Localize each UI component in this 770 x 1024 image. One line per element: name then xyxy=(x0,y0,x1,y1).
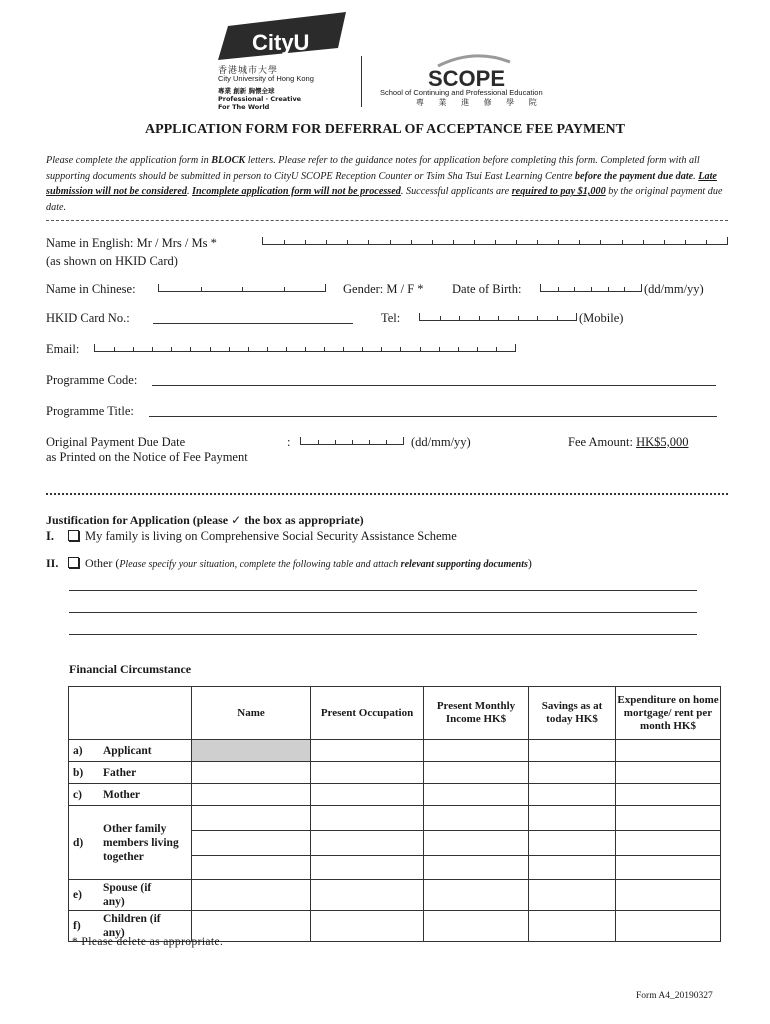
row-mother-label xyxy=(69,784,192,806)
fee-amount xyxy=(568,435,689,450)
table-cell[interactable] xyxy=(424,831,529,856)
gender-label: Gender: M / F * xyxy=(343,282,424,296)
box-tick xyxy=(537,316,538,320)
row-mother xyxy=(69,784,721,806)
programme-title-line[interactable] xyxy=(149,416,717,417)
box-tick xyxy=(558,240,559,244)
tel-label: Tel: xyxy=(381,311,401,325)
programme-code-line[interactable] xyxy=(152,385,716,386)
intro-t9: . Successful applicants are xyxy=(400,186,512,197)
cityu-motto-en1: Professional · Creative xyxy=(218,95,302,103)
cityu-motto-en2: For The World xyxy=(218,103,270,111)
dotted-separator xyxy=(46,493,728,495)
applicant-name-cell-shaded xyxy=(192,740,311,762)
hkid-label: HKID Card No.: xyxy=(46,311,130,325)
box-tick xyxy=(248,347,249,351)
financial-heading: Financial Circumstance xyxy=(69,662,192,676)
cityu-motto-zh: 專業 創新 胸懷全球 xyxy=(218,87,275,95)
box-tick xyxy=(474,240,475,244)
box-tick xyxy=(558,287,559,291)
row-label: Other family members living together xyxy=(103,822,179,863)
box-tick xyxy=(432,240,433,244)
cityu-logo-mark xyxy=(218,12,346,60)
other-details-line-2[interactable] xyxy=(69,612,697,613)
mobile-label: (Mobile) xyxy=(579,311,624,325)
box-tick xyxy=(114,347,115,351)
table-cell[interactable] xyxy=(311,784,424,806)
box-tick xyxy=(440,316,441,320)
row-spouse-label xyxy=(69,880,192,911)
table-cell[interactable] xyxy=(424,784,529,806)
scope-logo-text: SCOPE xyxy=(428,66,506,91)
box-tick xyxy=(479,316,480,320)
box-tick xyxy=(286,347,287,351)
justification-heading-b: the box as appropriate) xyxy=(241,513,364,527)
row-father xyxy=(69,762,721,784)
table-cell[interactable] xyxy=(529,911,616,942)
box-tick xyxy=(335,440,336,444)
box-tick xyxy=(420,347,421,351)
table-cell[interactable] xyxy=(192,831,311,856)
box-tick xyxy=(459,316,460,320)
fee-amount-label: Fee Amount: xyxy=(568,435,637,449)
intro-t1: Please complete the application form in xyxy=(46,155,212,166)
row-letter: d) xyxy=(73,836,84,849)
row-label: Spouse (if any) xyxy=(103,882,152,908)
table-cell[interactable] xyxy=(616,762,721,784)
name-chinese-label: Name in Chinese: xyxy=(46,282,136,296)
programme-title-label: Programme Title: xyxy=(46,404,134,418)
table-cell[interactable] xyxy=(529,784,616,806)
cityu-logo-text: CityU xyxy=(252,30,310,55)
box-tick xyxy=(201,287,202,291)
box-tick xyxy=(624,287,625,291)
table-cell[interactable] xyxy=(311,806,424,831)
box-tick xyxy=(574,287,575,291)
intro-t3: letters. Please refer to the guidance notes for application before completing this form. Completed form with all supporting documents should be submitted in person to CityU SCOPE Reception Counter or Tsim Sha Tsui East Learning Centre xyxy=(46,155,700,182)
row-label: Children (if any) xyxy=(103,913,161,939)
row-other-family-1 xyxy=(69,806,721,831)
box-tick xyxy=(400,347,401,351)
scope-chinese-name: 專 業 進 修 學 院 xyxy=(416,98,543,107)
row-label: Father xyxy=(103,766,137,779)
box-tick xyxy=(343,347,344,351)
box-tick xyxy=(557,316,558,320)
row-applicant-label xyxy=(69,740,192,762)
box-tick xyxy=(390,240,391,244)
email-boxes[interactable] xyxy=(94,344,516,352)
row-letter: c) xyxy=(73,788,82,801)
box-tick xyxy=(537,240,538,244)
justification-heading-a: Justification for Application (please xyxy=(46,513,232,527)
table-cell[interactable] xyxy=(529,806,616,831)
email-label: Email: xyxy=(46,342,80,356)
table-cell[interactable] xyxy=(311,880,424,911)
box-tick xyxy=(643,240,644,244)
box-tick xyxy=(210,347,211,351)
table-cell[interactable] xyxy=(529,856,616,880)
cityu-motto xyxy=(218,87,301,111)
table-cell[interactable] xyxy=(311,856,424,880)
table-cell[interactable] xyxy=(424,856,529,880)
box-tick xyxy=(411,240,412,244)
delete-note: * Please delete as appropriate. xyxy=(72,936,224,948)
intro-incomplete: Incomplete application form will not be processed xyxy=(192,186,401,197)
box-tick xyxy=(267,347,268,351)
box-tick xyxy=(284,287,285,291)
box-tick xyxy=(152,347,153,351)
table-cell[interactable] xyxy=(616,880,721,911)
table-cell[interactable] xyxy=(424,762,529,784)
table-cell[interactable] xyxy=(529,831,616,856)
table-cell[interactable] xyxy=(192,762,311,784)
due-date-boxes[interactable] xyxy=(300,437,404,445)
table-cell[interactable] xyxy=(311,831,424,856)
box-tick xyxy=(496,347,497,351)
name-english-boxes[interactable] xyxy=(262,237,728,245)
box-tick xyxy=(190,347,191,351)
box-tick xyxy=(600,240,601,244)
box-tick xyxy=(352,440,353,444)
table-cell[interactable] xyxy=(424,806,529,831)
table-cell[interactable] xyxy=(424,911,529,942)
option-cssa xyxy=(46,529,457,544)
table-cell[interactable] xyxy=(311,762,424,784)
scope-english-name: School of Continuing and Professional Education xyxy=(380,88,543,97)
name-chinese-boxes[interactable] xyxy=(158,284,326,292)
row-label: Applicant xyxy=(103,744,152,757)
tel-boxes[interactable] xyxy=(419,313,577,321)
justification-heading xyxy=(46,513,364,528)
intro-deadline: before the payment due date xyxy=(574,170,694,182)
row-label: Mother xyxy=(103,788,141,801)
option-other xyxy=(46,556,532,571)
row-applicant xyxy=(69,740,721,762)
col-occupation: Present Occupation xyxy=(311,687,424,740)
box-tick xyxy=(133,347,134,351)
option-other-instruction: Please specify your situation, complete the following table and attach xyxy=(119,559,401,570)
box-tick xyxy=(369,440,370,444)
box-tick xyxy=(439,347,440,351)
box-tick xyxy=(453,240,454,244)
hkid-line[interactable] xyxy=(153,323,353,324)
box-tick xyxy=(284,240,285,244)
option-other-number: II. xyxy=(46,556,59,570)
form-instructions xyxy=(46,153,728,215)
table-cell[interactable] xyxy=(424,740,529,762)
table-corner xyxy=(69,687,192,740)
form-number: Form A4_20190327 xyxy=(636,991,713,1001)
form-title: APPLICATION FORM FOR DEFERRAL OF ACCEPTANCE FEE PAYMENT xyxy=(144,122,626,137)
due-date-colon: : xyxy=(287,435,291,449)
col-savings: Savings as at today HK$ xyxy=(529,687,616,740)
box-tick xyxy=(318,440,319,444)
cityu-chinese-name: 香港城市大學 xyxy=(218,66,279,76)
intro-t11: by the original payment due date. xyxy=(46,186,723,213)
table-cell[interactable] xyxy=(529,740,616,762)
box-tick xyxy=(305,347,306,351)
cityu-english-name: City University of Hong Kong xyxy=(218,74,314,83)
table-cell[interactable] xyxy=(311,740,424,762)
row-father-label xyxy=(69,762,192,784)
checkmark-icon: ✓ xyxy=(231,513,242,527)
table-cell[interactable] xyxy=(616,806,721,831)
table-cell[interactable] xyxy=(192,806,311,831)
name-english-label: Name in English: Mr / Mrs / Ms * xyxy=(46,236,217,250)
box-tick xyxy=(706,240,707,244)
financial-header-row xyxy=(69,687,721,740)
box-tick xyxy=(498,316,499,320)
box-tick xyxy=(242,287,243,291)
table-cell[interactable] xyxy=(616,831,721,856)
intro-late: Late submission will not be considered xyxy=(46,170,717,197)
due-date-note: as Printed on the Notice of Fee Payment xyxy=(46,450,248,464)
table-cell[interactable] xyxy=(192,784,311,806)
intro-t5: . xyxy=(693,170,699,182)
box-tick xyxy=(591,287,592,291)
box-tick xyxy=(171,347,172,351)
intro-t7: . xyxy=(186,186,193,197)
table-cell[interactable] xyxy=(529,762,616,784)
col-name: Name xyxy=(192,687,311,740)
box-tick xyxy=(326,240,327,244)
table-cell[interactable] xyxy=(616,856,721,880)
box-tick xyxy=(305,240,306,244)
table-cell[interactable] xyxy=(616,911,721,942)
financial-table xyxy=(68,686,721,942)
box-tick xyxy=(516,240,517,244)
table-cell[interactable] xyxy=(192,880,311,911)
table-cell[interactable] xyxy=(192,856,311,880)
row-letter: e) xyxy=(73,889,82,901)
box-tick xyxy=(518,316,519,320)
option-other-end: ) xyxy=(527,556,532,570)
dob-format: (dd/mm/yy) xyxy=(644,282,704,296)
table-cell[interactable] xyxy=(616,784,721,806)
option-cssa-number: I. xyxy=(46,529,54,543)
option-cssa-text: My family is living on Comprehensive Social Security Assistance Scheme xyxy=(85,529,457,543)
row-letter: f) xyxy=(73,920,81,932)
option-other-checkbox[interactable] xyxy=(68,557,79,568)
box-tick xyxy=(386,440,387,444)
row-letter: b) xyxy=(73,766,84,779)
table-cell[interactable] xyxy=(311,911,424,942)
box-tick xyxy=(347,240,348,244)
box-tick xyxy=(685,240,686,244)
box-tick xyxy=(622,240,623,244)
box-tick xyxy=(362,347,363,351)
box-tick xyxy=(381,347,382,351)
table-cell[interactable] xyxy=(616,740,721,762)
box-tick xyxy=(229,347,230,351)
option-other-docs: relevant supporting documents xyxy=(400,559,528,570)
box-tick xyxy=(368,240,369,244)
box-tick xyxy=(664,240,665,244)
box-tick xyxy=(477,347,478,351)
section-separator xyxy=(46,220,728,221)
intro-block: BLOCK xyxy=(211,155,246,166)
intro-required: required to pay $1,000 xyxy=(511,186,606,197)
dob-label: Date of Birth: xyxy=(452,282,522,296)
option-other-text: Other ( xyxy=(85,556,120,570)
col-income: Present Monthly Income HK$ xyxy=(424,687,529,740)
name-english-note: (as shown on HKID Card) xyxy=(46,254,178,268)
due-date-format: (dd/mm/yy) xyxy=(411,435,471,449)
dob-boxes[interactable] xyxy=(540,284,642,292)
table-cell[interactable] xyxy=(529,880,616,911)
row-letter: a) xyxy=(73,744,83,757)
row-other-family-label xyxy=(69,806,192,880)
box-tick xyxy=(579,240,580,244)
box-tick xyxy=(608,287,609,291)
box-tick xyxy=(458,347,459,351)
programme-code-label: Programme Code: xyxy=(46,373,138,387)
other-details-line-1[interactable] xyxy=(69,590,697,591)
table-cell[interactable] xyxy=(424,880,529,911)
option-cssa-checkbox[interactable] xyxy=(68,530,79,541)
logo-divider xyxy=(361,56,362,107)
other-details-line-3[interactable] xyxy=(69,634,697,635)
fee-amount-value: HK$5,000 xyxy=(636,435,689,449)
box-tick xyxy=(324,347,325,351)
box-tick xyxy=(495,240,496,244)
row-spouse xyxy=(69,880,721,911)
due-date-label: Original Payment Due Date xyxy=(46,435,186,449)
scope-logo-mark xyxy=(426,52,522,92)
col-expenditure: Expenditure on home mortgage/ rent per month HK$ xyxy=(616,687,721,740)
